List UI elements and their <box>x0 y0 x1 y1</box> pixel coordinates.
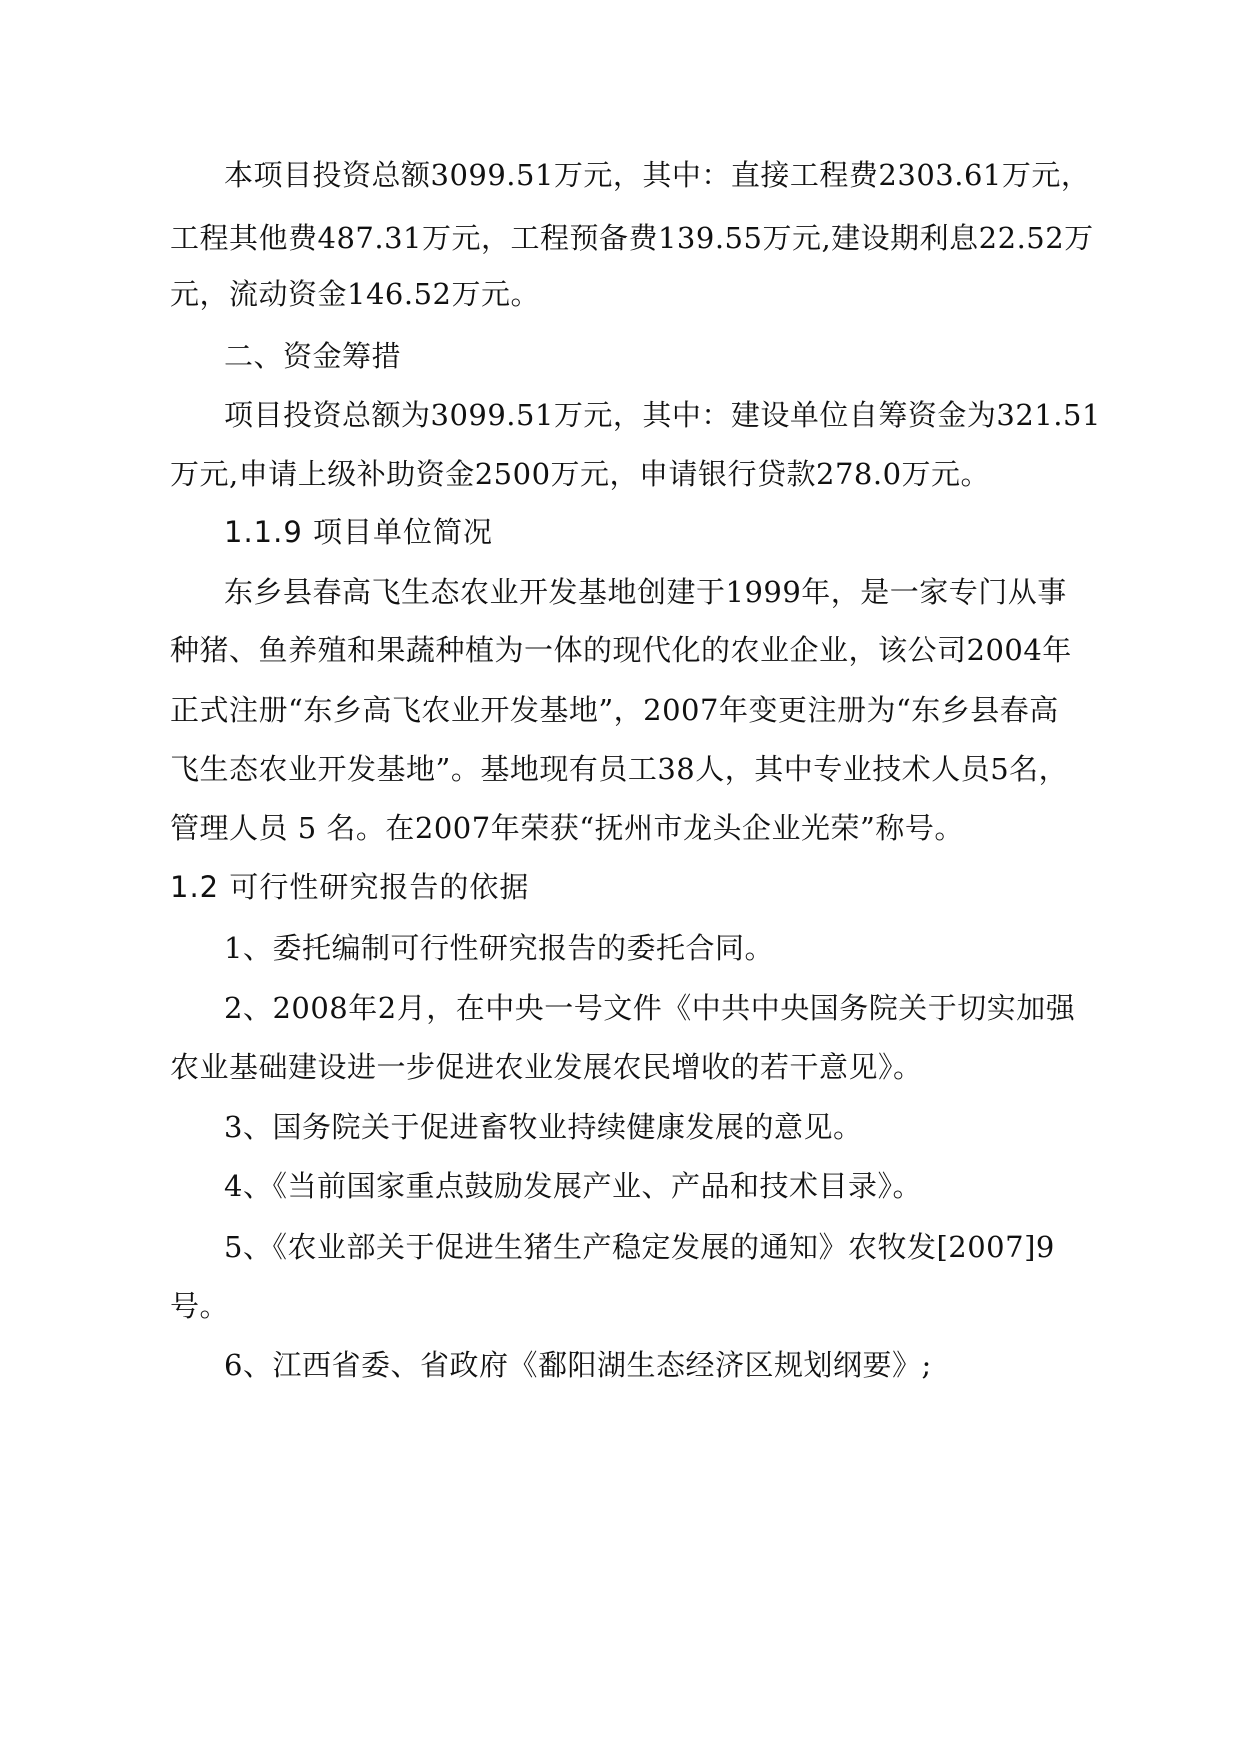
investment-total-line-1: 本项目投资总额3099.51万元，其中：直接工程费2303.61万元， <box>224 158 1091 192</box>
section-heading-basis: 1.2 可行性研究报告的依据 <box>170 870 530 904</box>
basis-item-5-line-2: 号。 <box>170 1289 230 1323</box>
basis-item-3: 3、国务院关于促进畜牧业持续健康发展的意见。 <box>224 1110 863 1144</box>
unit-overview-line-1: 东乡县春高飞生态农业开发基地创建于1999年，是一家专门从事 <box>224 575 1067 609</box>
funding-line-1: 项目投资总额为3099.51万元，其中：建设单位自筹资金为321.51 <box>224 398 1101 432</box>
section-heading-unit-overview: 1.1.9 项目单位简况 <box>224 515 494 549</box>
basis-item-6: 6、江西省委、省政府《鄱阳湖生态经济区规划纲要》; <box>224 1348 932 1382</box>
unit-overview-line-5: 管理人员 5 名。在2007年荣获“抚州市龙头企业光荣”称号。 <box>170 811 964 845</box>
basis-item-5-line-1: 5、《农业部关于促进生猪生产稳定发展的通知》农牧发[2007]9 <box>224 1230 1055 1264</box>
investment-total-line-3: 元，流动资金146.52万元。 <box>170 277 540 311</box>
unit-overview-line-3: 正式注册“东乡高飞农业开发基地”，2007年变更注册为“东乡县春高 <box>170 693 1059 727</box>
investment-total-line-2: 工程其他费487.31万元，工程预备费139.55万元,建设期利息22.52万 <box>170 221 1094 255</box>
basis-item-1: 1、委托编制可行性研究报告的委托合同。 <box>224 931 774 965</box>
unit-overview-line-2: 种猪、鱼养殖和果蔬种植为一体的现代化的农业企业，该公司2004年 <box>170 633 1072 667</box>
section-heading-funding: 二、资金筹措 <box>224 339 402 373</box>
basis-item-4: 4、《当前国家重点鼓励发展产业、产品和技术目录》。 <box>224 1169 922 1203</box>
basis-item-2-line-1: 2、2008年2月，在中央一号文件《中共中央国务院关于切实加强 <box>224 991 1076 1025</box>
basis-item-2-line-2: 农业基础建设进一步促进农业发展农民增收的若干意见》。 <box>170 1050 923 1084</box>
unit-overview-line-4: 飞生态农业开发基地”。基地现有员工38人，其中专业技术人员5名， <box>170 752 1069 786</box>
funding-line-2: 万元,申请上级补助资金2500万元，申请银行贷款278.0万元。 <box>170 457 991 491</box>
